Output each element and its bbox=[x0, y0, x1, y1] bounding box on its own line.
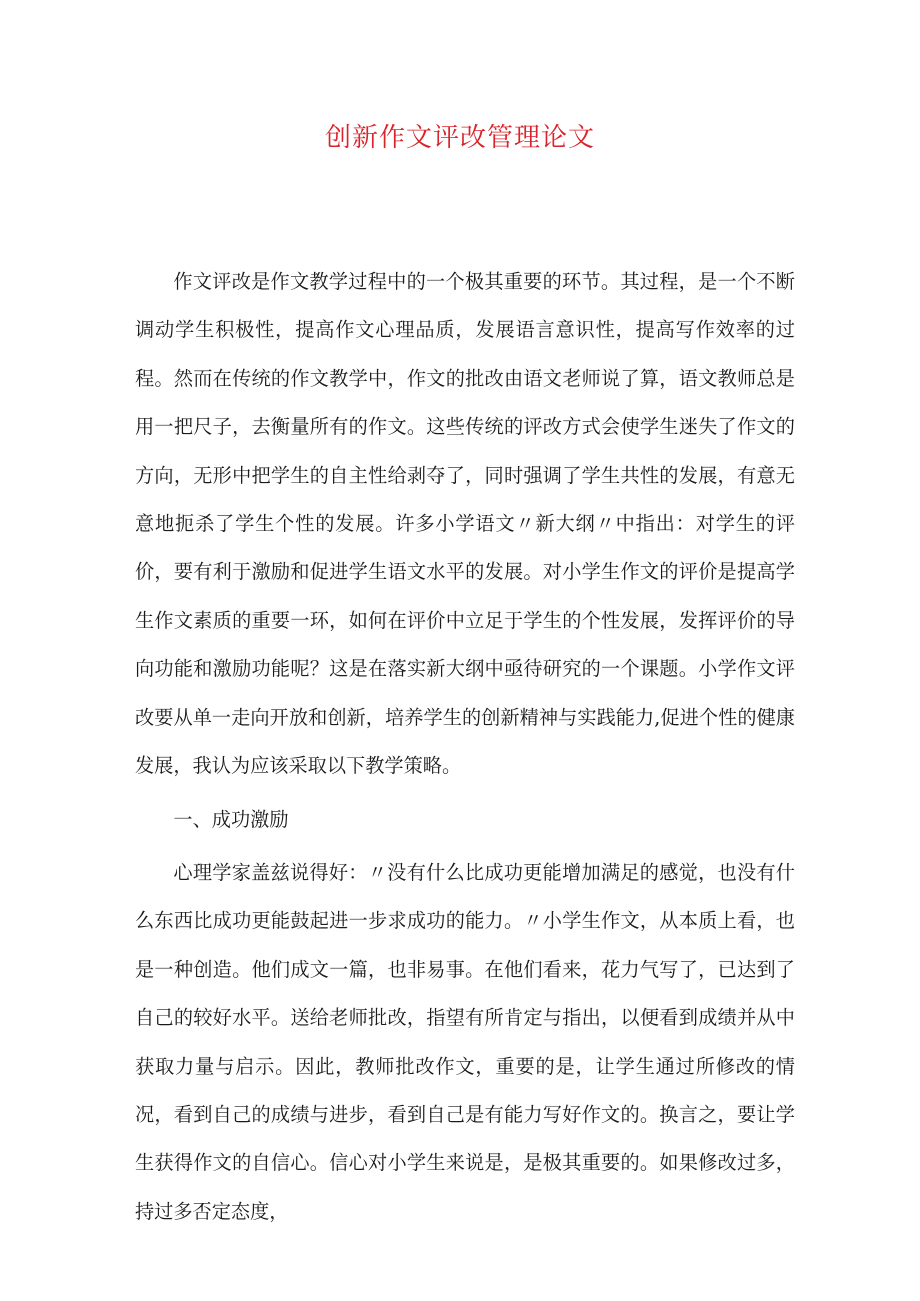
document-body bbox=[135, 258, 795, 1236]
section-heading: 一、成功激励 bbox=[173, 808, 289, 832]
intro-paragraph: 作文评改是作文教学过程中的一个极其重要的环节。其过程，是一个不断调动学生积极性，提高作文心理品质，发展语言意识性，提高写作效率的过程。然而在传统的作文教学中，作文的批改由语文老师说了算，语文教师总是用一把尺子，去衡量所有的作文。这些传统的评改方式会使学生迷失了作文的方向，无形中把学生的自主性给剥夺了，同时强调了学生共性的发展，有意无意地扼杀了学生个性的发展。许多小学语文〃新大纲〃中指出：对学生的评价，要有利于激励和促进学生语文水平的发展。对小学生作文的评价是提高学生作文素质的重要一环，如何在评价中立足于学生的个性发展，发挥评价的导向功能和激励功能呢？这是在落实新大纲中亟待研究的一个课题。小学作文评改要从单一走向开放和创新，培养学生的创新精神与实践能力,促进个性的健康发展，我认为应该采取以下教学策略。 bbox=[135, 270, 795, 778]
document-title: 创新作文评改管理论文 bbox=[324, 123, 595, 153]
section-paragraph: 心理学家盖兹说得好：〃没有什么比成功更能增加满足的感觉，也没有什么东西比成功更能鼓起进一步求成功的能力。〃小学生作文，从本质上看，也是一种创造。他们成文一篇，也非易事。在他们看来，花力气写了，已达到了自己的较好水平。送给老师批改，指望有所肯定与指出，以便看到成绩并从中获取力量与启示。因此，教师批改作文，重要的是，让学生通过所修改的情况，看到自己的成绩与进步，看到自己是有能力写好作文的。换言之，要让学生获得作文的自信心。信心对小学生来说是，是极其重要的。如果修改过多，持过多否定态度， bbox=[135, 860, 795, 1223]
